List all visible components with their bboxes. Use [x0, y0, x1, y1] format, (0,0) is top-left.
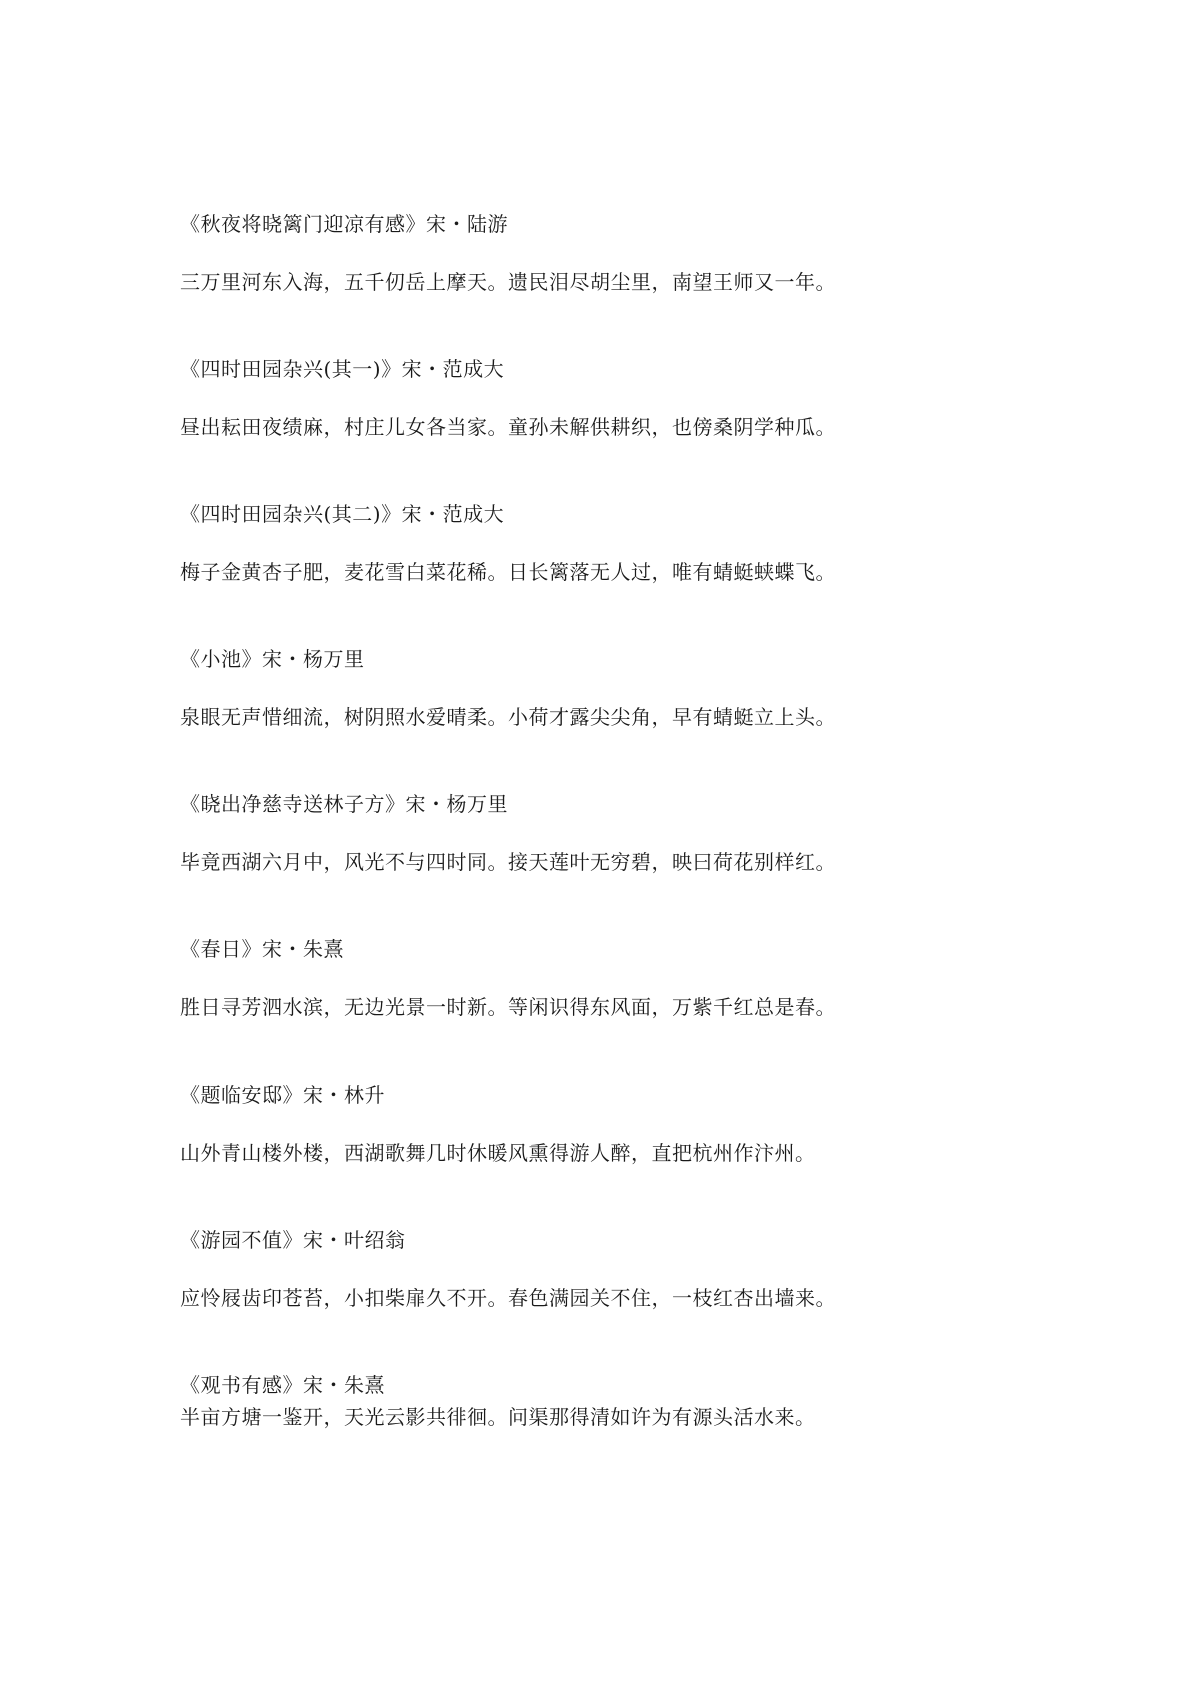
poem-text: 昼出耘田夜绩麻，村庄儿女各当家。童孙未解供耕织，也傍桑阴学种瓜。 — [180, 415, 836, 439]
poem-title: 《四时田园杂兴(其二)》宋・范成大 — [180, 502, 505, 526]
poem-text: 应怜屐齿印苍苔，小扣柴扉久不开。春色满园关不住，一枝红杏出墙来。 — [180, 1286, 836, 1310]
poem-entry — [180, 647, 1080, 729]
poem-title: 《游园不值》宋・叶绍翁 — [180, 1228, 406, 1252]
poem-text: 泉眼无声惜细流，树阴照水爱晴柔。小荷才露尖尖角，早有蜻蜓立上头。 — [180, 705, 836, 729]
poem-text: 三万里河东入海，五千仞岳上摩天。遗民泪尽胡尘里，南望王师又一年。 — [180, 270, 836, 294]
poem-title: 《小池》宋・杨万里 — [180, 647, 365, 671]
poem-title: 《春日》宋・朱熹 — [180, 937, 344, 961]
poem-entry — [180, 1083, 1080, 1165]
poem-entry — [180, 502, 1080, 584]
poem-entry — [180, 792, 1080, 874]
poem-entry — [180, 1373, 1080, 1429]
poem-title: 《题临安邸》宋・林升 — [180, 1083, 385, 1107]
poem-text: 山外青山楼外楼，西湖歌舞几时休暖风熏得游人醉，直把杭州作汴州。 — [180, 1141, 816, 1165]
poem-text: 毕竟西湖六月中，风光不与四时同。接天莲叶无穷碧，映曰荷花别样红。 — [180, 850, 836, 874]
poem-text: 梅子金黄杏子肥，麦花雪白菜花稀。日长篱落无人过，唯有蜻蜓蛱蝶飞。 — [180, 560, 836, 584]
poem-title: 《秋夜将晓篱门迎凉有感》宋・陆游 — [180, 212, 508, 236]
poem-title: 《晓出净慈寺送林子方》宋・杨万里 — [180, 792, 508, 816]
poem-entry — [180, 212, 1080, 294]
poem-title: 《观书有感》宋・朱熹 — [180, 1373, 385, 1397]
poem-entry — [180, 937, 1080, 1019]
poem-text: 半亩方塘一鉴开，天光云影共徘徊。问渠那得清如许为有源头活水来。 — [180, 1405, 816, 1429]
poem-entry — [180, 1228, 1080, 1310]
poem-text: 胜日寻芳泗水滨，无边光景一时新。等闲识得东风面，万紫千红总是春。 — [180, 995, 836, 1019]
poem-title: 《四时田园杂兴(其一)》宋・范成大 — [180, 357, 505, 381]
poem-entry — [180, 357, 1080, 439]
